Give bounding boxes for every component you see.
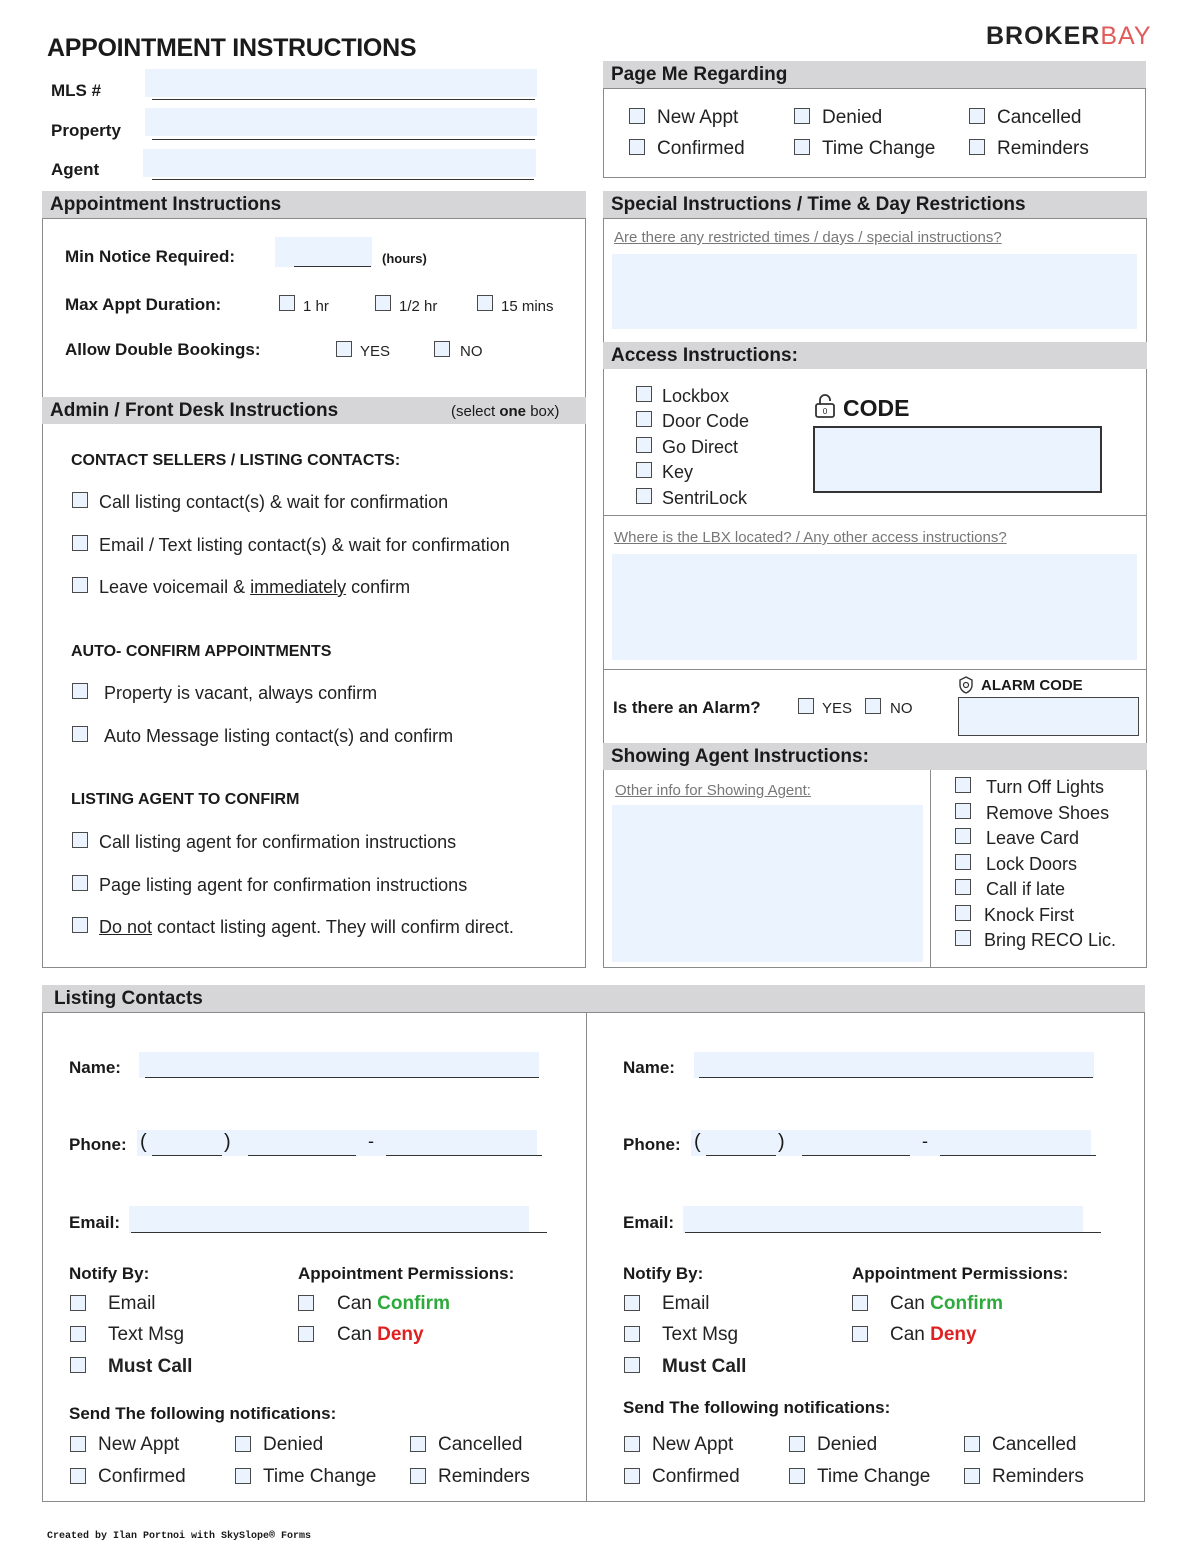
page-title: APPOINTMENT INSTRUCTIONS: [47, 34, 417, 62]
contact2-phone-label: Phone:: [623, 1135, 681, 1154]
contact1-name-underline: [145, 1077, 539, 1078]
contact1-area-underline: [152, 1155, 222, 1156]
access-go-direct-checkbox[interactable]: [636, 437, 652, 453]
voicemail-post: confirm: [346, 577, 411, 597]
contact2-notify-email-checkbox[interactable]: [624, 1295, 640, 1311]
contact2-notif-confirmed-checkbox[interactable]: [624, 1468, 640, 1484]
agent-call-checkbox[interactable]: [72, 832, 88, 848]
contact1-can-deny-label: [337, 1324, 424, 1346]
access-sentrilock-label: SentriLock: [662, 488, 748, 508]
contact-email-label: Email / Text listing contact(s) & wait for confirmation: [99, 535, 510, 555]
page-me-reminders-label: Reminders: [997, 138, 1089, 159]
mls-field[interactable]: [145, 69, 537, 97]
alarm-no-checkbox[interactable]: [865, 698, 881, 714]
contact-call-label: Call listing contact(s) & wait for confirmation: [99, 492, 449, 512]
auto-vacant-checkbox[interactable]: [72, 683, 88, 699]
double-no-checkbox[interactable]: [434, 341, 450, 357]
footer-credit: Created by Ilan Portnoi with SkySlope® Forms: [47, 1531, 312, 1542]
contact1-email-underline: [131, 1232, 547, 1233]
duration-1hr-checkbox[interactable]: [279, 295, 295, 311]
contact-email-checkbox[interactable]: [72, 535, 88, 551]
contact2-notify-text-checkbox[interactable]: [624, 1326, 640, 1342]
contact1-notif-denied-label: Denied: [263, 1434, 324, 1455]
contact2-name-label: Name:: [623, 1058, 675, 1077]
page-me-new-appt-checkbox[interactable]: [629, 108, 645, 124]
access-sentrilock-checkbox[interactable]: [636, 488, 652, 504]
lbx-prompt: Where is the LBX located? / Any other access instructions?: [614, 529, 1007, 546]
contact1-name-label: Name:: [69, 1058, 121, 1077]
contact2-send-label: Send The following notifications:: [623, 1398, 891, 1417]
showing-lock-checkbox[interactable]: [955, 854, 971, 870]
min-notice-field[interactable]: [275, 237, 372, 267]
page-me-time-change-label: Time Change: [822, 138, 936, 159]
contact1-phone-close: ): [224, 1131, 231, 1153]
showing-info-field[interactable]: [612, 805, 923, 962]
code-label: CODE: [843, 395, 910, 421]
contact1-notify-label: Notify By:: [69, 1264, 150, 1283]
contact2-notif-reminders-checkbox[interactable]: [964, 1468, 980, 1484]
select-note-post: box): [526, 403, 560, 420]
min-notice-underline: [294, 266, 371, 267]
shield-icon: [958, 676, 974, 694]
agent-underline: [152, 179, 534, 180]
contact1-notif-reminders-checkbox[interactable]: [410, 1468, 426, 1484]
contact1-deny-text: Deny: [377, 1324, 424, 1345]
agent-page-label: Page listing agent for confirmation instructions: [99, 875, 468, 895]
contact1-line-underline: [386, 1155, 542, 1156]
property-label: Property: [51, 121, 121, 140]
select-one-note: [451, 403, 559, 420]
contact2-email-label: Email:: [623, 1213, 675, 1232]
contact1-notif-confirmed-checkbox[interactable]: [70, 1468, 86, 1484]
contact2-email-underline: [685, 1232, 1101, 1233]
contact1-phone-open: (: [140, 1131, 147, 1153]
access-lockbox-label: Lockbox: [662, 386, 730, 406]
contact1-notif-cancelled-label: Cancelled: [438, 1434, 523, 1455]
page-me-new-appt-label: New Appt: [657, 107, 739, 128]
alarm-code-field[interactable]: [958, 697, 1139, 736]
duration-1hr-label: 1 hr: [303, 298, 329, 315]
double-no-label: NO: [460, 343, 483, 360]
contact2-must-call-label: Must Call: [662, 1356, 747, 1377]
auto-vacant-label: Property is vacant, always confirm: [104, 683, 378, 703]
contact-voicemail-label: [99, 577, 410, 598]
contact2-notif-cancelled-label: Cancelled: [992, 1434, 1077, 1455]
alarm-no-label: NO: [890, 700, 913, 717]
access-divider: [603, 515, 1147, 516]
duration-half-hr-checkbox[interactable]: [375, 295, 391, 311]
contact2-phone-open: (: [694, 1131, 701, 1153]
contact1-notif-cancelled-checkbox[interactable]: [410, 1436, 426, 1452]
double-bookings-label: Allow Double Bookings:: [65, 340, 261, 359]
contact1-phone-label: Phone:: [69, 1135, 127, 1154]
contact2-notify-text-label: Text Msg: [662, 1324, 739, 1345]
showing-shoes-checkbox[interactable]: [955, 803, 971, 819]
auto-message-label: Auto Message listing contact(s) and confirm: [104, 726, 454, 746]
special-prompt: Are there any restricted times / days / special instructions?: [614, 229, 1002, 246]
contact2-area-underline: [706, 1155, 776, 1156]
select-note-pre: (select: [451, 403, 500, 420]
contact1-notify-email-label: Email: [108, 1293, 156, 1314]
contact2-can-deny-checkbox[interactable]: [852, 1326, 868, 1342]
contact2-perm-label: Appointment Permissions:: [852, 1264, 1069, 1283]
contact1-perm-label: Appointment Permissions:: [298, 1264, 515, 1283]
code-field[interactable]: [813, 426, 1102, 493]
contact1-name-field[interactable]: [139, 1052, 539, 1078]
page-me-denied-checkbox[interactable]: [794, 108, 810, 124]
contact1-notif-new-appt-checkbox[interactable]: [70, 1436, 86, 1452]
contact1-confirm-text: Confirm: [377, 1293, 450, 1314]
showing-lights-label: Turn Off Lights: [986, 777, 1105, 797]
logo-broker-text: BROKER: [986, 22, 1101, 50]
agent-page-checkbox[interactable]: [72, 875, 88, 891]
svg-text:0: 0: [822, 407, 828, 416]
contact2-notif-time-change-checkbox[interactable]: [789, 1468, 805, 1484]
contact2-notif-denied-checkbox[interactable]: [789, 1436, 805, 1452]
page-me-header: Page Me Regarding: [603, 61, 1146, 88]
contact1-send-label: Send The following notifications:: [69, 1404, 337, 1423]
max-duration-label: Max Appt Duration:: [65, 295, 222, 314]
showing-late-checkbox[interactable]: [955, 879, 971, 895]
min-notice-label: Min Notice Required:: [65, 247, 236, 266]
mls-label: MLS #: [51, 81, 102, 100]
page-me-denied-label: Denied: [822, 107, 883, 128]
showing-divider: [930, 770, 931, 968]
contact1-phone-field[interactable]: [137, 1130, 537, 1156]
listing-contacts-box: [42, 1012, 1145, 1502]
contact2-notif-time-change-label: Time Change: [817, 1466, 931, 1487]
contact2-phone-dash: -: [922, 1131, 928, 1151]
contact-sellers-heading: CONTACT SELLERS / LISTING CONTACTS:: [71, 452, 401, 469]
page-me-cancelled-checkbox[interactable]: [969, 108, 985, 124]
contact2-phone-close: ): [778, 1131, 785, 1153]
contact1-notif-denied-checkbox[interactable]: [235, 1436, 251, 1452]
special-instructions-header: Special Instructions / Time & Day Restrictions: [603, 191, 1147, 218]
showing-late-label: Call if late: [986, 879, 1066, 899]
contact1-notify-text-checkbox[interactable]: [70, 1326, 86, 1342]
contact2-confirm-text: Confirm: [930, 1293, 1003, 1314]
access-key-checkbox[interactable]: [636, 462, 652, 478]
showing-knock-checkbox[interactable]: [955, 905, 971, 921]
auto-confirm-heading: AUTO- CONFIRM APPOINTMENTS: [71, 643, 332, 660]
showing-lights-checkbox[interactable]: [955, 777, 971, 793]
page-me-cancelled-label: Cancelled: [997, 107, 1082, 128]
page-me-box: [603, 88, 1146, 178]
listing-contacts-header: Listing Contacts: [42, 985, 1145, 1012]
auto-message-checkbox[interactable]: [72, 726, 88, 742]
alarm-divider: [603, 669, 1147, 670]
admin-header: Admin / Front Desk Instructions: [42, 397, 586, 424]
contact1-notif-reminders-label: Reminders: [438, 1466, 530, 1487]
voicemail-pre: Leave voicemail &: [99, 577, 251, 597]
showing-reco-checkbox[interactable]: [955, 930, 971, 946]
logo-bay-text: BAY: [1100, 22, 1152, 50]
alarm-code-label: ALARM CODE: [981, 677, 1083, 694]
do-not-text: Do not: [99, 917, 153, 937]
contact1-notify-text-label: Text Msg: [108, 1324, 185, 1345]
contact2-can-confirm-checkbox[interactable]: [852, 1295, 868, 1311]
contact2-email-field[interactable]: [683, 1206, 1083, 1233]
contact2-can-text: Can: [890, 1293, 925, 1314]
contact1-can-confirm-checkbox[interactable]: [298, 1295, 314, 1311]
contact2-can-deny-label: [890, 1324, 977, 1346]
access-instructions-header: Access Instructions:: [603, 342, 1147, 369]
brokerbay-logo: [986, 22, 1152, 51]
double-yes-label: YES: [360, 343, 391, 360]
hours-label: (hours): [382, 251, 427, 266]
contact1-notif-confirmed-label: Confirmed: [98, 1466, 186, 1487]
showing-card-label: Leave Card: [986, 828, 1080, 848]
contact1-can-confirm-label: [337, 1293, 450, 1315]
contact1-email-label: Email:: [69, 1213, 121, 1232]
showing-knock-label: Knock First: [984, 905, 1075, 925]
page-me-confirmed-label: Confirmed: [657, 138, 745, 159]
contact-voicemail-checkbox[interactable]: [72, 577, 88, 593]
page-me-time-change-checkbox[interactable]: [794, 139, 810, 155]
page-me-reminders-checkbox[interactable]: [969, 139, 985, 155]
agent-field[interactable]: [143, 149, 536, 177]
special-instructions-field[interactable]: [612, 254, 1137, 329]
access-door-code-label: Door Code: [662, 411, 750, 431]
agent-call-label: Call listing agent for confirmation instructions: [99, 832, 457, 852]
contact2-line-underline: [940, 1155, 1096, 1156]
appointment-instructions-header: Appointment Instructions: [42, 191, 586, 218]
contact2-deny-text: Deny: [930, 1324, 977, 1345]
access-door-code-checkbox[interactable]: [636, 411, 652, 427]
padlock-icon: [814, 393, 836, 419]
alarm-yes-checkbox[interactable]: [798, 698, 814, 714]
duration-15min-checkbox[interactable]: [477, 295, 493, 311]
contact2-phone-field[interactable]: [691, 1130, 1091, 1156]
contact1-phone-dash: -: [368, 1131, 374, 1151]
contact2-notif-cancelled-checkbox[interactable]: [964, 1436, 980, 1452]
contact1-notif-new-appt-label: New Appt: [98, 1434, 180, 1455]
mls-underline: [152, 99, 535, 100]
contact2-can-text-2: Can: [890, 1324, 925, 1345]
showing-lock-label: Lock Doors: [986, 854, 1078, 874]
contact2-prefix-underline: [802, 1155, 910, 1156]
contact1-email-field[interactable]: [129, 1206, 529, 1233]
access-key-label: Key: [662, 462, 694, 482]
contact1-notif-time-change-checkbox[interactable]: [235, 1468, 251, 1484]
agent-do-not-label: [99, 917, 514, 938]
double-yes-checkbox[interactable]: [336, 341, 352, 357]
contact2-must-call-checkbox[interactable]: [624, 1357, 640, 1373]
contact1-notify-email-checkbox[interactable]: [70, 1295, 86, 1311]
duration-15min-label: 15 mins: [501, 298, 554, 315]
access-lockbox-checkbox[interactable]: [636, 386, 652, 402]
select-note-bold: one: [499, 403, 527, 420]
contact1-can-deny-checkbox[interactable]: [298, 1326, 314, 1342]
contact2-notif-denied-label: Denied: [817, 1434, 878, 1455]
access-go-direct-label: Go Direct: [662, 437, 739, 457]
contact-call-checkbox[interactable]: [72, 492, 88, 508]
contact2-name-field[interactable]: [694, 1052, 1094, 1078]
contacts-divider: [586, 1012, 587, 1502]
contact2-notify-label: Notify By:: [623, 1264, 704, 1283]
contact1-prefix-underline: [248, 1155, 356, 1156]
showing-reco-label: Bring RECO Lic.: [984, 930, 1117, 950]
voicemail-immediately: immediately: [250, 577, 347, 597]
property-underline: [152, 139, 535, 140]
property-field[interactable]: [145, 108, 537, 136]
contact1-can-text-2: Can: [337, 1324, 372, 1345]
agent-do-not-checkbox[interactable]: [72, 917, 88, 933]
listing-agent-heading: LISTING AGENT TO CONFIRM: [71, 791, 300, 808]
contact1-can-text: Can: [337, 1293, 372, 1314]
page-me-confirmed-checkbox[interactable]: [629, 139, 645, 155]
contact2-notif-confirmed-label: Confirmed: [652, 1466, 740, 1487]
contact2-notif-reminders-label: Reminders: [992, 1466, 1084, 1487]
contact2-can-confirm-label: [890, 1293, 1003, 1315]
showing-shoes-label: Remove Shoes: [986, 803, 1110, 823]
showing-agent-header: Showing Agent Instructions:: [603, 743, 1147, 770]
alarm-yes-label: YES: [822, 700, 853, 717]
contact2-notif-new-appt-label: New Appt: [652, 1434, 734, 1455]
duration-half-hr-label: 1/2 hr: [399, 298, 438, 315]
contact2-notify-email-label: Email: [662, 1293, 710, 1314]
contact1-notif-time-change-label: Time Change: [263, 1466, 377, 1487]
contact2-notif-new-appt-checkbox[interactable]: [624, 1436, 640, 1452]
lbx-field[interactable]: [612, 554, 1137, 660]
agent-label: Agent: [51, 160, 100, 179]
alarm-question: Is there an Alarm?: [613, 698, 761, 717]
contact1-must-call-checkbox[interactable]: [70, 1357, 86, 1373]
showing-card-checkbox[interactable]: [955, 828, 971, 844]
showing-prompt: Other info for Showing Agent:: [615, 782, 811, 799]
contact1-must-call-label: Must Call: [108, 1356, 193, 1377]
do-not-post: contact listing agent. They will confirm direct.: [152, 917, 514, 937]
contact2-name-underline: [699, 1077, 1093, 1078]
